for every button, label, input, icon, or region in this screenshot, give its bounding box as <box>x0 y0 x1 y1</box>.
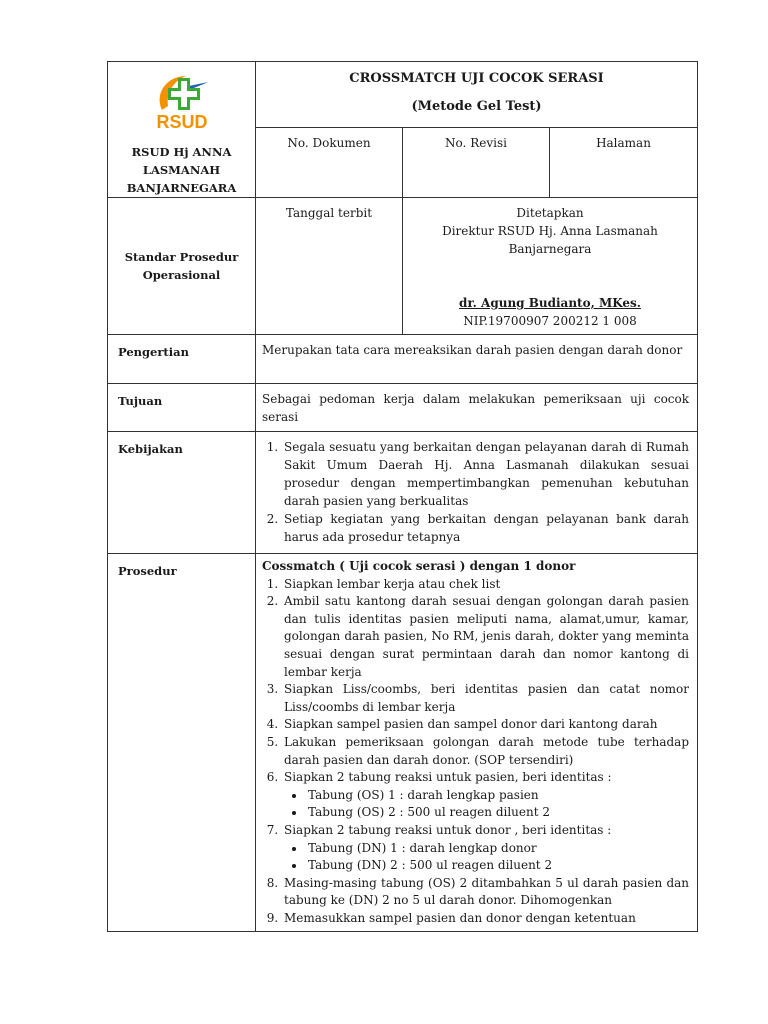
signer-name: dr. Agung Budianto, MKes. <box>459 296 641 310</box>
sop-document <box>107 61 697 932</box>
list-item: 3. Siapkan Liss/coombs, beri identitas pasien dan catat nomor Liss/coombs di lembar kerja <box>282 681 689 716</box>
sop-label-cell: Standar Prosedur Operasional <box>108 198 256 335</box>
list-item: • Tabung (OS) 2 : 500 ul reagen diluent 2 <box>306 804 689 822</box>
hospital-name: RSUD Hj ANNA LASMANAH BANJARNEGARA <box>126 145 237 195</box>
list-item: 1. Segala sesuatu yang berkaitan dengan pelayanan darah di Rumah Sakit Umum Daerah Hj. Anna Lasmanah dilakukan sesuai prosedur dengan mempertimbangkan pemenuhan kebutuhan darah pasien yang berkualitas <box>282 438 689 510</box>
no-dokumen-cell: No. Dokumen <box>256 128 403 198</box>
approval-cell: Ditetapkan Direktur RSUD Hj. Anna Lasmanah Banjarnegara dr. Agung Budianto, MKes. NIP.19700907 200212 1 008 <box>403 198 698 335</box>
list-item: 8. Masing-masing tabung (OS) 2 ditambahkan 5 ul darah pasien dan tabung ke (DN) 2 no 5 ul darah donor. Dihomogenkan <box>282 875 689 910</box>
prosedur-list <box>262 576 689 928</box>
list-item: • Tabung (DN) 2 : 500 ul reagen diluent 2 <box>306 857 689 875</box>
list-item: 6. Siapkan 2 tabung reaksi untuk pasien, beri identitas : • Tabung (OS) 1 : darah lengkap pasien • Tabung (OS) 2 : 500 ul reagen diluent 2 <box>282 769 689 822</box>
tanggal-terbit-cell: Tanggal terbit <box>256 198 403 335</box>
list-item: 7. Siapkan 2 tabung reaksi untuk donor , beri identitas : • Tabung (DN) 1 : darah lengkap donor • Tabung (DN) 2 : 500 ul reagen diluent 2 <box>282 822 689 875</box>
kebijakan-list <box>262 438 689 546</box>
list-item: 1. Siapkan lembar kerja atau chek list <box>282 576 689 594</box>
kebijakan-content <box>256 432 698 554</box>
rsud-logo <box>148 70 216 132</box>
kebijakan-label: Kebijakan <box>108 432 256 554</box>
pengertian-text: Merupakan tata cara mereaksikan darah pasien dengan darah donor <box>256 335 698 384</box>
list-item: 2. Ambil satu kantong darah sesuai dengan golongan darah pasien dan tulis identitas pasien meliputi nama, alamat,umur, kamar, golongan darah pasien, No RM, jenis darah, dokter yang meminta sesuai dengan surat permintaan darah dan nomor kantong di lembar kerja <box>282 593 689 681</box>
list-item: • Tabung (OS) 1 : darah lengkap pasien <box>306 787 689 805</box>
list-item: 2. Setiap kegiatan yang berkaitan dengan pelayanan bank darah harus ada prosedur tetapnya <box>282 510 689 546</box>
list-item: • Tabung (DN) 1 : darah lengkap donor <box>306 840 689 858</box>
sop-table <box>107 61 698 932</box>
dn-tube-list <box>284 840 689 875</box>
list-item: 9. Memasukkan sampel pasien dan donor dengan ketentuan <box>282 910 689 928</box>
signer-nip: NIP.19700907 200212 1 008 <box>463 314 637 328</box>
os-tube-list <box>284 787 689 822</box>
prosedur-content <box>256 554 698 932</box>
tujuan-text: Sebagai pedoman kerja dalam melakukan pemeriksaan uji cocok serasi <box>256 384 698 432</box>
list-item: 5. Lakukan pemeriksaan golongan darah metode tube terhadap darah pasien dan darah donor. (SOP tersendiri) <box>282 734 689 769</box>
document-title-cell <box>256 62 698 128</box>
logo-text: RSUD <box>155 112 208 132</box>
prosedur-heading: Cossmatch ( Uji cocok serasi ) dengan 1 donor <box>262 559 576 573</box>
halaman-cell: Halaman <box>550 128 698 198</box>
list-item: 4. Siapkan sampel pasien dan sampel donor dari kantong darah <box>282 716 689 734</box>
pengertian-label: Pengertian <box>108 335 256 384</box>
no-revisi-cell: No. Revisi <box>403 128 550 198</box>
tujuan-label: Tujuan <box>108 384 256 432</box>
hospital-identity-cell <box>108 62 256 198</box>
document-title: CROSSMATCH UJI COCOK SERASI <box>349 71 604 86</box>
prosedur-label: Prosedur <box>108 554 256 932</box>
document-method: (Metode Gel Test) <box>411 99 542 114</box>
